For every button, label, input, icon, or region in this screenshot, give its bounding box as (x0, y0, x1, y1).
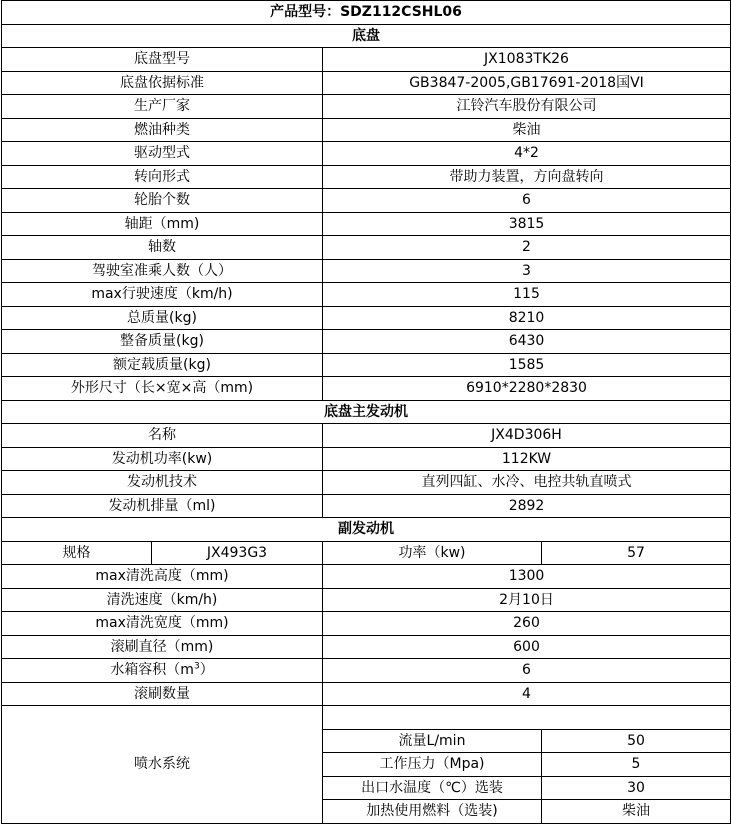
row-value: 1300 (323, 565, 731, 589)
table-row (2, 95, 731, 119)
spray-row-label: 流量L/min (323, 729, 542, 753)
row-value: GB3847-2005,GB17691-2018国VI (323, 71, 731, 95)
aux-power-label: 功率（kw) (323, 541, 542, 565)
spray-row-value: 50 (542, 729, 731, 753)
row-label: 发动机排量（ml) (2, 494, 323, 518)
table-row (2, 212, 731, 236)
row-value: 6910*2280*2830 (323, 377, 731, 401)
product-model-title: 产品型号：SDZ112CSHL06 (2, 1, 731, 25)
spray-row-value: 柴油 (542, 800, 731, 824)
row-label: 发动机技术 (2, 471, 323, 495)
row-label (2, 659, 323, 683)
row-value: 4*2 (323, 142, 731, 166)
empty-cell (323, 706, 731, 730)
row-label: 发动机功率(kw) (2, 447, 323, 471)
section-header-row (2, 24, 731, 48)
row-value: 带助力装置，方向盘转向 (323, 165, 731, 189)
spec-table (1, 0, 731, 824)
label-text: 水箱容积（m (110, 662, 194, 679)
table-row (2, 471, 731, 495)
row-value: 115 (323, 283, 731, 307)
table-row (2, 377, 731, 401)
spray-row-value: 30 (542, 776, 731, 800)
row-label: 轮胎个数 (2, 189, 323, 213)
spray-row-label: 加热使用燃料（选装) (323, 800, 542, 824)
section-header-row (2, 400, 731, 424)
row-value: 江铃汽车股份有限公司 (323, 95, 731, 119)
aux-spec-label: 规格 (2, 541, 152, 565)
table-row (2, 118, 731, 142)
table-row (2, 612, 731, 636)
row-value: 6 (323, 659, 731, 683)
table-row (2, 424, 731, 448)
table-row (2, 447, 731, 471)
row-label: 滚刷直径（mm) (2, 635, 323, 659)
row-label: 驾驶室准乘人数（人） (2, 259, 323, 283)
table-row (2, 541, 731, 565)
row-label: 转向形式 (2, 165, 323, 189)
table-row (2, 706, 731, 730)
row-value: 3 (323, 259, 731, 283)
table-row (2, 48, 731, 72)
row-label: 名称 (2, 424, 323, 448)
row-label: 滚刷数量 (2, 682, 323, 706)
row-value: 2 (323, 236, 731, 260)
row-label: max行驶速度（km/h) (2, 283, 323, 307)
table-row (2, 283, 731, 307)
row-value: 6 (323, 189, 731, 213)
table-row (2, 165, 731, 189)
table-row (2, 565, 731, 589)
row-label: 外形尺寸（长×宽×高（mm) (2, 377, 323, 401)
row-value: 6430 (323, 330, 731, 354)
row-label: 轴数 (2, 236, 323, 260)
row-value: 112KW (323, 447, 731, 471)
row-label: 底盘依据标准 (2, 71, 323, 95)
row-value: 柴油 (323, 118, 731, 142)
row-label: max清洗宽度（mm) (2, 612, 323, 636)
table-row (2, 71, 731, 95)
row-label: 驱动型式 (2, 142, 323, 166)
table-row (2, 236, 731, 260)
row-value: 260 (323, 612, 731, 636)
row-value: 8210 (323, 306, 731, 330)
table-row (2, 588, 731, 612)
row-value: 直列四缸、水冷、电控共轨直喷式 (323, 471, 731, 495)
row-label: 生产厂家 (2, 95, 323, 119)
row-label: 总质量(kg) (2, 306, 323, 330)
title-row (2, 1, 731, 25)
table-row (2, 353, 731, 377)
table-row (2, 189, 731, 213)
row-value: 2月10日 (323, 588, 731, 612)
row-label: 清洗速度（km/h) (2, 588, 323, 612)
label-superscript: 3 (193, 661, 200, 672)
aux-power-value: 57 (542, 541, 731, 565)
spray-row-value: 5 (542, 753, 731, 777)
row-label: 燃油种类 (2, 118, 323, 142)
section-header-row (2, 518, 731, 542)
row-label: max清洗高度（mm) (2, 565, 323, 589)
spray-row-label: 出口水温度（℃）选装 (323, 776, 542, 800)
section-engine: 底盘主发动机 (2, 400, 731, 424)
aux-spec-value: JX493G3 (152, 541, 323, 565)
row-value: 3815 (323, 212, 731, 236)
table-row (2, 635, 731, 659)
table-row (2, 142, 731, 166)
row-value: 2892 (323, 494, 731, 518)
table-row (2, 330, 731, 354)
table-row (2, 659, 731, 683)
section-aux-engine: 副发动机 (2, 518, 731, 542)
row-value: 600 (323, 635, 731, 659)
table-row (2, 682, 731, 706)
spray-system-label: 喷水系统 (2, 706, 323, 824)
table-row (2, 306, 731, 330)
row-value: JX1083TK26 (323, 48, 731, 72)
row-value: JX4D306H (323, 424, 731, 448)
row-label: 整备质量(kg) (2, 330, 323, 354)
row-label: 底盘型号 (2, 48, 323, 72)
row-value: 1585 (323, 353, 731, 377)
table-row (2, 494, 731, 518)
spray-row-label: 工作压力（Mpa) (323, 753, 542, 777)
table-row (2, 259, 731, 283)
label-text: ） (199, 662, 214, 679)
section-chassis: 底盘 (2, 24, 731, 48)
row-label: 额定载质量(kg) (2, 353, 323, 377)
row-label: 轴距（mm) (2, 212, 323, 236)
row-value: 4 (323, 682, 731, 706)
